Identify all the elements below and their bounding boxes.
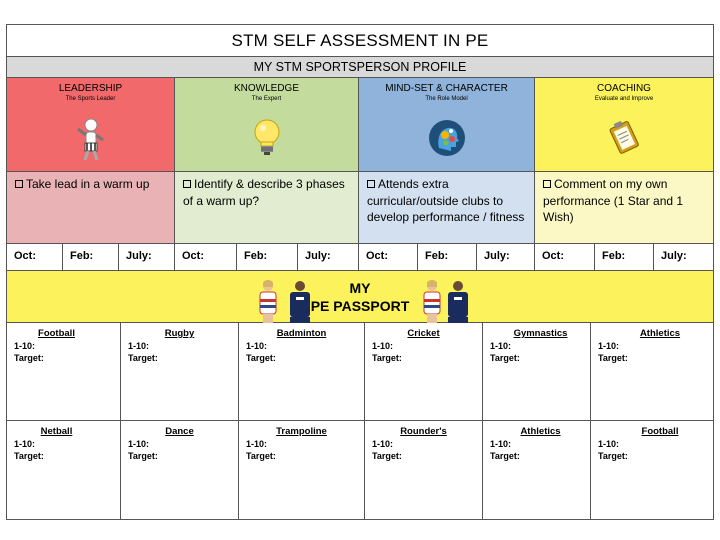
category-leadership [7,78,175,172]
term-july[interactable]: July: [477,244,535,270]
score-label: 1-10: [128,341,150,351]
score-label: 1-10: [128,439,150,449]
category-coaching [535,78,713,172]
target-label: Target: [490,353,520,363]
category-knowledge [175,78,359,172]
category-subtitle: The Sports Leader [65,96,116,102]
term-july[interactable]: July: [661,250,687,262]
target-label: Target: [14,451,44,461]
female-athlete-photo [255,279,281,323]
category-name: KNOWLEDGE [233,83,299,94]
sport-cell[interactable] [239,421,365,520]
sport-cell[interactable] [483,323,591,421]
term-feb[interactable]: Feb: [63,244,119,270]
target-label: Target: [372,451,402,461]
sport-cell[interactable] [7,421,121,520]
target-label: Target: [490,451,520,461]
term-july[interactable]: July: [119,244,175,270]
score-label: 1-10: [372,341,394,351]
sport-cell[interactable] [483,421,591,520]
term-oct[interactable]: Oct: [7,244,63,270]
target-label: Target: [14,353,44,363]
leadership-criterion: Take lead in a warm up [7,172,175,244]
term-row [7,244,713,271]
female-athlete-photo [419,279,445,323]
sport-cell[interactable] [591,421,713,520]
score-label: 1-10: [14,439,36,449]
target-label: Target: [598,353,628,363]
stick-figure-leader-icon [74,118,108,167]
checkbox-icon[interactable] [367,180,375,188]
sport-cell[interactable] [7,323,121,421]
sport-name: Trampoline [276,426,327,437]
sport-cell[interactable] [121,421,239,520]
sport-name: Netball [40,426,73,437]
category-subtitle: Evaluate and Improve [594,96,654,102]
profile-header: MY STM SPORTSPERSON PROFILE [7,57,713,78]
sport-cell[interactable] [591,323,713,421]
score-label: 1-10: [14,341,36,351]
target-label: Target: [372,353,402,363]
target-label: Target: [128,451,158,461]
term-oct[interactable]: Oct: [175,244,237,270]
target-label: Target: [128,353,158,363]
sport-name: Football [641,426,679,437]
sport-name: Rounder's [400,426,447,437]
score-label: 1-10: [246,341,268,351]
category-name: COACHING [597,83,651,94]
score-label: 1-10: [490,341,512,351]
passport-title: PE PASSPORT [310,298,410,314]
term-feb[interactable]: Feb: [237,244,298,270]
head-gears-icon [427,118,467,163]
male-athlete-photo [444,279,472,323]
sport-name: Football [38,328,75,339]
score-label: 1-10: [490,439,512,449]
lightbulb-icon [252,118,282,163]
checkbox-icon[interactable] [183,180,191,188]
term-feb[interactable]: Feb: [595,244,654,270]
sport-name: Athletics [639,328,681,339]
sport-name: Gymnastics [513,328,568,339]
sport-name: Dance [165,426,194,437]
sport-cell[interactable] [239,323,365,421]
score-label: 1-10: [598,439,620,449]
category-subtitle: The Role Model [425,96,468,102]
pe-passport-banner [7,271,713,323]
sport-name: Athletics [520,426,561,437]
score-label: 1-10: [246,439,268,449]
checkbox-icon[interactable] [15,180,23,188]
clipboard-icon [605,118,643,161]
sport-name: Cricket [407,328,440,339]
sport-name: Rugby [164,328,195,339]
target-label: Target: [246,353,276,363]
term-july[interactable]: July: [298,244,359,270]
page-title: STM SELF ASSESSMENT IN PE [7,25,713,57]
term-oct[interactable]: Oct: [359,244,418,270]
mindset-criterion: Attends extra curricular/outside clubs to develop performance / fitness [359,172,535,244]
assessment-sheet [6,24,714,520]
sport-cell[interactable] [365,421,483,520]
score-label: 1-10: [598,341,620,351]
category-subtitle: The Expert [251,96,282,102]
term-oct[interactable]: Oct: [535,244,595,270]
category-mindset [359,78,535,172]
sport-name: Badminton [276,328,327,339]
sport-cell[interactable] [121,323,239,421]
knowledge-criterion: Identify & describe 3 phases of a warm up? [175,172,359,244]
sports-grid [7,323,713,520]
checkbox-icon[interactable] [543,180,551,188]
category-name: MIND-SET & CHARACTER [385,83,508,94]
score-label: 1-10: [372,439,394,449]
term-feb[interactable]: Feb: [418,244,477,270]
sport-cell[interactable] [365,323,483,421]
target-label: Target: [246,451,276,461]
target-label: Target: [598,451,628,461]
passport-my-label: MY [349,280,371,296]
male-athlete-photo [286,279,314,323]
category-name: LEADERSHIP [58,83,123,94]
coaching-criterion: Comment on my own performance (1 Star and 1 Wish) [535,172,713,244]
